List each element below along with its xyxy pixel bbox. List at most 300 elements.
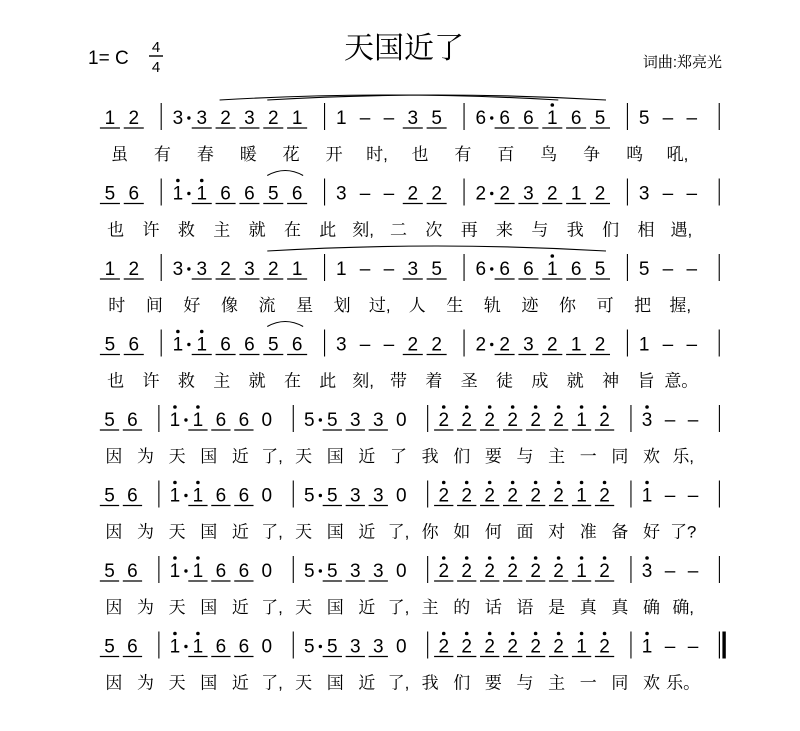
note: 6: [475, 108, 487, 129]
note: 2: [507, 636, 518, 658]
note: 5: [104, 636, 115, 658]
note: 5: [304, 485, 315, 507]
note: 3: [407, 108, 419, 129]
note: 1: [547, 108, 558, 129]
lyric-syllable: 流: [258, 296, 276, 315]
score-line: [100, 481, 720, 542]
song-credit: 词曲:郑亮光: [642, 54, 722, 71]
lyric-syllable: 握,: [669, 296, 692, 315]
lyric-syllable: 们: [602, 220, 620, 240]
augmentation-dot: [187, 343, 190, 346]
dash: –: [686, 108, 698, 129]
note: 3: [244, 259, 255, 280]
note: 2: [599, 485, 610, 507]
note: 1: [576, 561, 587, 582]
octave-dot: [488, 405, 492, 409]
note: 5: [104, 485, 115, 507]
note: 1: [547, 259, 558, 280]
lyric-syllable: 也: [107, 371, 125, 391]
octave-dot: [645, 481, 649, 485]
note: 2: [599, 410, 610, 431]
lyric-syllable: 徒: [496, 371, 514, 391]
note: 5: [304, 636, 315, 658]
note: 2: [431, 183, 442, 205]
note: 2: [594, 183, 606, 205]
note: 6: [127, 561, 138, 582]
slur: [267, 322, 303, 327]
note: 1: [335, 259, 347, 280]
lyric-syllable: 同: [611, 673, 629, 693]
octave-dot: [176, 330, 180, 334]
lyric-syllable: 花: [282, 145, 300, 164]
augmentation-dot: [187, 116, 190, 119]
octave-dot: [173, 556, 177, 560]
lyric-syllable: 为: [136, 447, 154, 466]
lyric-syllable: 争: [583, 145, 601, 164]
lyric-syllable: 准: [579, 522, 597, 542]
octave-dot: [200, 179, 204, 183]
lyric-syllable: 了?: [669, 522, 697, 542]
lyric-syllable: 救: [177, 220, 195, 240]
lyric-syllable: 国: [200, 447, 218, 466]
score-header: [88, 31, 722, 76]
note: 6: [570, 108, 582, 129]
note: 3: [523, 183, 534, 205]
lyric-syllable: 国: [200, 598, 218, 617]
note: 3: [196, 108, 208, 129]
lyric-syllable: 有: [153, 145, 171, 164]
note: 1: [192, 485, 204, 507]
octave-dot: [580, 556, 584, 560]
note: 3: [523, 334, 534, 356]
note: 6: [215, 561, 227, 582]
lyric-syllable: 确,: [672, 598, 695, 617]
lyric-syllable: 来: [496, 220, 514, 240]
augmentation-dot: [187, 267, 190, 270]
lyric-syllable: 把: [634, 296, 652, 315]
lyric-syllable: 虽: [110, 145, 128, 164]
lyric-syllable: 国: [326, 598, 344, 617]
note: 6: [238, 410, 250, 431]
octave-dot: [580, 405, 584, 409]
note: 3: [350, 636, 361, 658]
note: 3: [172, 259, 184, 280]
octave-dot: [176, 179, 180, 183]
dash: –: [686, 183, 698, 205]
song-title: 天国近了: [344, 31, 464, 66]
lyric-syllable: 人: [408, 296, 426, 315]
dash: –: [383, 183, 395, 205]
note: 5: [594, 108, 606, 129]
note: 2: [553, 485, 564, 507]
lyric-syllable: 就: [248, 371, 266, 391]
note: 2: [553, 636, 564, 658]
score-line: [100, 556, 720, 617]
octave-dot: [488, 556, 492, 560]
lyric-syllable: 主: [421, 598, 439, 617]
augmentation-dot: [184, 494, 187, 497]
octave-dot: [534, 632, 538, 636]
lyric-syllable: 要: [484, 447, 502, 466]
note: 6: [291, 334, 303, 356]
dash: –: [383, 259, 395, 280]
lyric-syllable: 天: [168, 522, 186, 542]
octave-dot: [196, 632, 200, 636]
lyric-syllable: 吼,: [666, 145, 689, 164]
lyric-syllable: 因: [105, 447, 123, 466]
dash: –: [687, 636, 699, 658]
augmentation-dot: [490, 192, 493, 195]
lyric-syllable: 刻,: [352, 220, 375, 240]
note: 1: [169, 636, 181, 658]
lyric-syllable: 国: [326, 522, 344, 542]
octave-dot: [196, 405, 200, 409]
note: 2: [461, 561, 472, 582]
octave-dot: [603, 405, 607, 409]
score-line: [100, 95, 719, 164]
note: 5: [104, 561, 115, 582]
lyric-syllable: 话: [484, 598, 502, 617]
note: 5: [104, 183, 116, 205]
octave-dot: [645, 556, 649, 560]
lyric-syllable: 近: [231, 447, 249, 466]
lyric-syllable: 星: [296, 296, 314, 315]
note: 2: [461, 636, 472, 658]
lyric-syllable: 划: [333, 296, 351, 315]
note: 6: [220, 334, 231, 356]
lyric-syllable: 遇,: [670, 220, 693, 240]
dash: –: [359, 334, 371, 356]
lyric-syllable: 乐。: [666, 673, 701, 693]
octave-dot: [442, 405, 446, 409]
octave-dot: [580, 481, 584, 485]
score-lines: [100, 95, 726, 693]
note: 6: [128, 183, 140, 205]
lyric-syllable: 我: [421, 447, 439, 466]
note: 1: [641, 636, 653, 658]
note: 2: [530, 636, 541, 658]
lyric-syllable: 过,: [368, 296, 391, 315]
lyric-syllable: 天: [168, 447, 186, 466]
octave-dot: [442, 556, 446, 560]
octave-dot: [603, 556, 607, 560]
note: 6: [570, 259, 582, 280]
lyric-syllable: 好: [183, 296, 201, 315]
note: 2: [438, 410, 450, 431]
dash: –: [664, 485, 676, 507]
dash: –: [662, 259, 674, 280]
note: 2: [220, 108, 231, 129]
note: 2: [128, 259, 140, 280]
lyric-syllable: 天: [295, 598, 313, 617]
note: 1: [196, 334, 208, 356]
lyric-syllable: 百: [497, 145, 515, 164]
dash: –: [687, 410, 699, 431]
lyric-syllable: 此: [319, 220, 337, 240]
lyric-syllable: 为: [136, 598, 154, 617]
note: 0: [395, 561, 407, 582]
note: 6: [215, 410, 227, 431]
augmentation-dot: [184, 418, 187, 421]
note: 1: [169, 410, 181, 431]
lyric-syllable: 像: [220, 296, 238, 315]
note: 1: [335, 108, 347, 129]
lyric-syllable: 国: [326, 673, 344, 693]
note: 1: [576, 410, 587, 431]
lyric-syllable: 主: [213, 371, 231, 391]
note: 6: [220, 183, 231, 205]
lyric-syllable: 迹: [521, 296, 539, 315]
lyric-syllable: 因: [105, 673, 123, 693]
note: 6: [215, 485, 227, 507]
dash: –: [383, 334, 395, 356]
lyric-syllable: 圣: [460, 371, 478, 391]
note: 2: [475, 183, 487, 205]
time-signature-bottom: 4: [151, 59, 161, 76]
dash: –: [359, 259, 371, 280]
note: 6: [244, 334, 255, 356]
note: 5: [327, 636, 338, 658]
note: 2: [407, 183, 419, 205]
dash: –: [383, 108, 395, 129]
octave-dot: [465, 481, 469, 485]
note: 1: [576, 636, 587, 658]
lyric-syllable: 有: [454, 145, 472, 164]
lyric-syllable: 轨: [483, 296, 501, 315]
lyric-syllable: 意。: [664, 371, 699, 391]
dash: –: [687, 561, 699, 582]
note: 0: [261, 410, 273, 431]
octave-dot: [173, 405, 177, 409]
lyric-syllable: 与: [531, 220, 549, 240]
note: 2: [461, 410, 472, 431]
lyric-syllable: 欢: [643, 673, 661, 693]
dash: –: [664, 636, 676, 658]
lyric-syllable: 鸟: [540, 145, 558, 164]
note: 2: [553, 410, 564, 431]
lyric-syllable: 与: [516, 447, 534, 466]
octave-dot: [645, 405, 649, 409]
note: 5: [327, 485, 338, 507]
note: 3: [638, 183, 650, 205]
lyric-syllable: 近: [358, 673, 376, 693]
note: 2: [438, 561, 450, 582]
note: 2: [547, 183, 558, 205]
lyric-syllable: 面: [516, 522, 534, 542]
note: 3: [372, 485, 384, 507]
note: 3: [244, 108, 255, 129]
note: 2: [438, 636, 450, 658]
lyric-syllable: 就: [566, 371, 584, 391]
dash: –: [662, 334, 674, 356]
octave-dot: [442, 481, 446, 485]
lyric-syllable: 天: [295, 447, 313, 466]
lyric-syllable: 许: [142, 220, 160, 240]
note: 2: [530, 485, 541, 507]
lyric-syllable: 一: [579, 673, 597, 693]
lyric-syllable: 开: [325, 145, 343, 164]
lyric-syllable: 鸣: [626, 145, 644, 164]
octave-dot: [465, 556, 469, 560]
lyric-syllable: 再: [460, 220, 478, 240]
lyric-syllable: 同: [611, 447, 629, 466]
octave-dot: [557, 481, 561, 485]
note: 1: [638, 334, 650, 356]
octave-dot: [511, 632, 515, 636]
lyric-syllable: 近: [231, 598, 249, 617]
note: 1: [291, 259, 303, 280]
augmentation-dot: [319, 418, 322, 421]
note: 3: [350, 410, 361, 431]
note: 2: [407, 334, 419, 356]
lyric-syllable: 可: [596, 296, 614, 315]
lyric-syllable: 了: [390, 447, 407, 466]
octave-dot: [550, 103, 554, 107]
dash: –: [664, 561, 676, 582]
note: 1: [104, 259, 116, 280]
note: 5: [267, 334, 279, 356]
dash: –: [359, 183, 371, 205]
lyric-syllable: 了,: [387, 598, 410, 617]
dash: –: [662, 183, 674, 205]
lyric-syllable: 国: [200, 522, 218, 542]
note: 1: [172, 183, 184, 205]
octave-dot: [488, 481, 492, 485]
lyric-syllable: 近: [358, 598, 376, 617]
note: 2: [475, 334, 487, 356]
note: 5: [104, 410, 115, 431]
note: 0: [261, 561, 273, 582]
octave-dot: [196, 481, 200, 485]
lyric-syllable: 主: [548, 673, 566, 693]
note: 0: [395, 485, 407, 507]
lyric-syllable: 好: [643, 522, 661, 542]
note: 6: [127, 636, 138, 658]
note: 6: [523, 108, 534, 129]
note: 1: [192, 636, 204, 658]
note: 5: [431, 259, 442, 280]
note: 1: [641, 485, 653, 507]
note: 5: [104, 334, 116, 356]
lyric-syllable: 因: [105, 598, 123, 617]
lyric-syllable: 确: [643, 598, 661, 617]
note: 6: [475, 259, 487, 280]
lyric-syllable: 了,: [261, 673, 283, 693]
lyric-syllable: 们: [453, 673, 471, 693]
note: 3: [641, 410, 653, 431]
lyric-syllable: 旨: [637, 371, 655, 391]
octave-dot: [534, 481, 538, 485]
note: 6: [238, 636, 250, 658]
note: 2: [499, 334, 510, 356]
note: 3: [407, 259, 419, 280]
augmentation-dot: [184, 569, 187, 572]
note: 2: [267, 108, 279, 129]
note: 6: [127, 410, 138, 431]
slur: [267, 171, 303, 176]
octave-dot: [645, 632, 649, 636]
time-signature-top: 4: [151, 39, 161, 56]
lyric-syllable: 间: [145, 296, 163, 315]
note: 6: [291, 183, 303, 205]
note: 3: [372, 636, 384, 658]
note: 3: [335, 334, 347, 356]
augmentation-dot: [319, 569, 322, 572]
note: 6: [238, 561, 250, 582]
lyric-syllable: 了,: [261, 598, 283, 617]
slur: [267, 246, 606, 251]
note: 5: [304, 561, 315, 582]
octave-dot: [442, 632, 446, 636]
octave-dot: [173, 632, 177, 636]
lyric-syllable: 要: [484, 673, 502, 693]
lyric-syllable: 备: [611, 522, 629, 542]
note: 1: [169, 561, 181, 582]
final-bar-line: [722, 632, 725, 659]
note: 2: [530, 561, 541, 582]
lyric-syllable: 二: [390, 220, 407, 240]
octave-dot: [557, 405, 561, 409]
augmentation-dot: [319, 645, 322, 648]
augmentation-dot: [490, 267, 493, 270]
octave-dot: [173, 481, 177, 485]
note: 0: [261, 636, 273, 658]
score-line: [100, 322, 719, 391]
note: 2: [484, 636, 495, 658]
note: 2: [507, 561, 518, 582]
octave-dot: [200, 330, 204, 334]
lyric-syllable: 我: [566, 220, 584, 240]
lyric-syllable: 就: [248, 220, 266, 240]
octave-dot: [465, 405, 469, 409]
augmentation-dot: [319, 494, 322, 497]
lyric-syllable: 此: [319, 371, 337, 391]
octave-dot: [557, 556, 561, 560]
note: 2: [267, 259, 279, 280]
octave-dot: [534, 556, 538, 560]
note: 1: [196, 183, 208, 205]
lyric-syllable: 国: [200, 673, 218, 693]
lyric-syllable: 相: [637, 220, 655, 240]
note: 6: [238, 485, 250, 507]
dash: –: [686, 334, 698, 356]
note: 6: [499, 108, 510, 129]
lyric-syllable: 你: [559, 296, 577, 315]
lyric-syllable: 何: [484, 522, 502, 542]
note: 5: [638, 108, 650, 129]
note: 5: [327, 561, 338, 582]
note: 2: [530, 410, 541, 431]
lyric-syllable: 在: [283, 371, 301, 391]
octave-dot: [550, 254, 554, 258]
note: 0: [395, 410, 407, 431]
note: 2: [594, 334, 606, 356]
augmentation-dot: [187, 192, 190, 195]
lyric-syllable: 与: [516, 673, 534, 693]
lyric-syllable: 真: [611, 598, 629, 617]
note: 6: [523, 259, 534, 280]
score-line: [100, 632, 726, 693]
lyric-syllable: 了,: [387, 673, 410, 693]
lyric-syllable: 乐,: [672, 447, 695, 466]
note: 2: [553, 561, 564, 582]
octave-dot: [511, 481, 515, 485]
lyric-syllable: 因: [105, 522, 123, 542]
note: 3: [196, 259, 208, 280]
note: 2: [599, 561, 610, 582]
note: 0: [261, 485, 273, 507]
dash: –: [662, 108, 674, 129]
